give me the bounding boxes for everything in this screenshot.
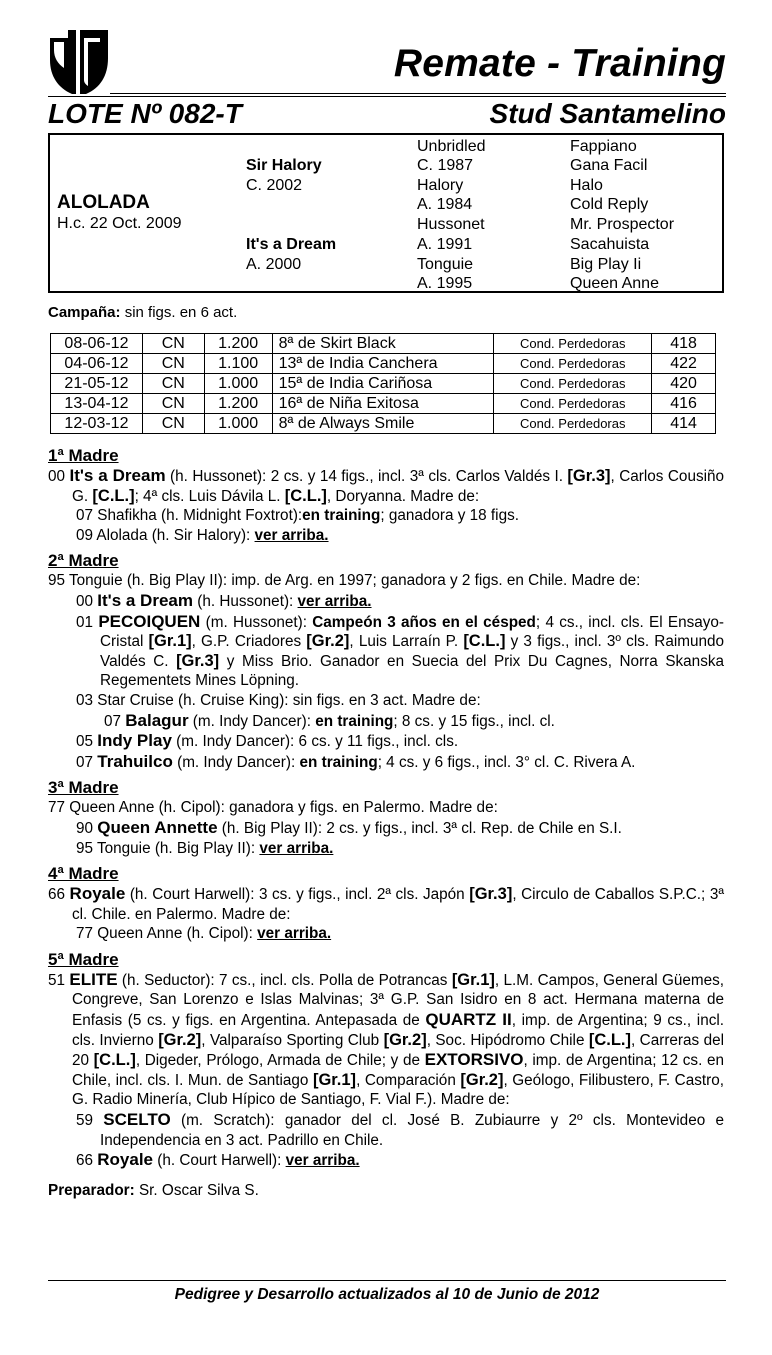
race-track-cell: CN [142,414,204,434]
race-num-cell: 416 [652,394,716,414]
gen4-name: Mr. Prospector [570,216,675,233]
race-result-cell: 13ª de India Canchera [272,354,494,374]
grade-badge: [C.L.] [92,486,135,505]
gen4-name: Sacahuista [570,236,650,253]
grade-badge: [Gr.3] [176,651,220,670]
gen4-name: Big Play Ii [570,256,642,273]
gen3-info: A. 1991 [417,236,473,253]
entry-text: , Luis Larraín P. [349,633,464,651]
grade-badge: [Gr.2] [306,632,350,651]
race-num-cell: 418 [652,334,716,354]
grade-badge: [C.L.] [588,1030,632,1049]
grade-badge: [Gr.3] [469,885,513,904]
see-above-link: ver arriba. [259,839,334,857]
entry-text: (h. Court Harwell): [153,1152,286,1170]
entry-text: 66 [48,886,70,904]
grade-badge: [C.L.] [93,1051,136,1070]
section-heading: 5ª Madre [48,949,119,969]
see-above-link: ver arriba. [285,1152,360,1170]
gen3-name: Halory [417,177,464,194]
race-result-cell: 15ª de India Cariñosa [272,374,494,394]
race-table [50,333,716,434]
race-date-cell: 04-06-12 [51,354,143,374]
entry-text: , G.P. Criadores [191,633,307,651]
trainer-label: Preparador: [48,1181,135,1199]
pedigree-entry [48,798,724,818]
entry-text: , imp. de Argentina; 12 cs. en Chile, incl. cls. I. Mun. de Santiago [72,1052,724,1089]
race-num-cell: 422 [652,354,716,374]
grade-badge: [Gr.2] [460,1070,504,1089]
header-rule-2 [48,96,726,97]
race-cond-cell: Cond. Perdedoras [494,394,652,414]
entry-text: , imp. de Argentina; 9 cs., incl. cls. Invierno [72,1012,725,1049]
pedigree-entry [48,591,724,612]
campaign-summary [48,304,237,321]
section-heading: 4ª Madre [48,864,119,884]
entry-text: , Comparación [356,1071,461,1089]
pedigree-box [48,133,724,293]
horse-name: Royale [97,1150,154,1170]
horse-name: QUARTZ II [425,1010,512,1030]
race-cond-cell: Cond. Perdedoras [494,334,652,354]
pedigree-entry [48,506,724,526]
pedigree-entry [48,1110,724,1150]
grade-badge: [Gr.2] [383,1030,427,1049]
sire-name: Sir Halory [246,157,322,174]
race-row [51,354,716,374]
pedigree-entry [48,466,724,506]
race-track-cell: CN [142,394,204,414]
gen4-name: Fappiano [570,138,637,155]
pedigree-entry [48,1150,724,1171]
entry-text: y Miss Brio. Ganador en Suecia del Prix Du Cagnes, Norra Skanska Regementets Mines Löpning. [100,652,724,690]
race-date-cell: 08-06-12 [51,334,143,354]
entry-text: 66 [76,1152,98,1170]
race-track-cell: CN [142,354,204,374]
pedigree-notes [48,446,724,1200]
entry-text: ; 8 cs. y 15 figs., incl. cl. [393,712,555,730]
entry-text: (m. Hussonet): [200,613,313,631]
horse-name: It's a Dream [97,590,193,610]
gen3-info: C. 1987 [417,157,474,174]
grade-badge: [Gr.1] [451,970,495,989]
race-dist-cell: 1.200 [204,334,272,354]
race-num-cell: 420 [652,374,716,394]
grade-badge: [Gr.1] [148,632,192,651]
entry-text: ; 4ª cls. Luis Dávila L. [134,487,285,505]
race-date-cell: 13-04-12 [51,394,143,414]
club-logo-icon [48,28,110,96]
race-row [51,334,716,354]
race-cond-cell: Cond. Perdedoras [494,374,652,394]
entry-text: ; 4 cs., incl. cls. El Ensayo-Cristal [100,613,725,651]
pedigree-entry [48,711,724,732]
grade-badge: [C.L.] [463,632,506,651]
race-dist-cell: 1.000 [204,414,272,434]
entry-text: 77 Queen Anne (h. Cipol): [76,925,258,943]
entry-text: , Soc. Hipódromo Chile [426,1031,589,1049]
section-heading: 2ª Madre [48,551,119,571]
race-cond-cell: Cond. Perdedoras [494,414,652,434]
entry-text: 07 Shafikha (h. Midnight Foxtrot): [76,507,303,525]
campaign-text: sin figs. en 6 act. [120,304,238,321]
entry-text: 05 [76,733,98,751]
entry-text: (h. Seductor): 7 cs., incl. cls. Polla de Potrancas [117,971,452,989]
entry-text: , Circulo de Caballos S.P.C.; 3ª cl. Chile. en Palermo. Madre de: [72,886,724,923]
entry-text: , Digeder, Prólogo, Armada de Chile; y de [135,1052,425,1070]
lot-number: LOTE Nº 082-T [48,98,242,129]
horse-name: SCELTO [103,1110,171,1130]
race-date-cell: 21-05-12 [51,374,143,394]
see-above-link: ver arriba. [297,592,372,610]
campaign-label: Campaña: [48,304,121,321]
horse-name: Queen Annette [97,817,218,837]
pedigree-entry [48,970,724,1110]
race-result-cell: 16ª de Niña Exitosa [272,394,494,414]
entry-text: y 3 figs., incl. 3º cls. Raimundo Valdés C. [100,633,725,670]
race-track-cell: CN [142,374,204,394]
gen4-name: Gana Facil [570,157,648,174]
gen3-name: Hussonet [417,216,485,233]
race-dist-cell: 1.200 [204,394,272,414]
horse-name: PECOIQUEN [98,611,201,631]
gen3-info: A. 1984 [417,196,473,213]
race-cond-cell: Cond. Perdedoras [494,354,652,374]
page-title: Remate - Training [393,42,726,85]
race-result-cell: 8ª de Skirt Black [272,334,494,354]
entry-text: 07 [104,712,126,730]
pedigree-entry [48,839,724,859]
entry-text: 51 [48,971,70,989]
grade-badge: [Gr.2] [158,1030,202,1049]
horse-info: H.c. 22 Oct. 2009 [57,215,182,232]
horse-name: Trahuilco [97,751,173,771]
entry-text: , Valparaíso Sporting Club [201,1031,384,1049]
entry-text: 03 Star Cruise (h. Cruise King): sin figs. en 3 act. Madre de: [76,691,481,709]
pedigree-entry [48,526,724,546]
entry-text: Campeón 3 años en el césped [312,613,536,631]
entry-text: (h. Hussonet): 2 cs. y 14 figs., incl. 3ª cls. Carlos Valdés I. [165,468,568,485]
entry-text: , Carlos Cousiño G. [72,468,725,505]
grade-badge: [Gr.1] [312,1070,357,1089]
entry-text: 00 [76,592,98,610]
gen4-name: Halo [570,177,603,194]
pedigree-entry [48,571,724,591]
gen3-name: Tonguie [417,256,474,273]
grade-badge: [Gr.3] [567,467,611,485]
race-row [51,414,716,434]
entry-text: (m. Indy Dancer): [172,753,300,771]
horse-name: Balagur [125,710,189,730]
header-rule [110,93,726,94]
see-above-link: ver arriba. [257,925,332,943]
gen3-info: A. 1995 [417,275,473,292]
pedigree-entry [48,691,724,711]
entry-text: ; ganadora y 18 figs. [380,507,519,525]
entry-text: en training [299,753,378,771]
trainer-name: Sr. Oscar Silva S. [134,1181,259,1199]
entry-text: 09 Alolada (h. Sir Halory): [76,526,255,544]
horse-name: EXTORSIVO [424,1050,524,1070]
entry-text: , Geólogo, Filibustero, F. Castro, G. Radio Minería, Club Hípico de Santiago, F. Vial F.). Madre de: [72,1071,724,1109]
pedigree-entry [48,612,724,691]
race-dist-cell: 1.100 [204,354,272,374]
gen3-name: Unbridled [417,138,486,155]
entry-text: (m. Scratch): ganador del cl. José B. Zubiaurre y 2º cls. Montevideo e Independencia en 3 act. Padrillo en Chile. [100,1112,724,1149]
horse-name: Indy Play [97,731,172,751]
entry-text: , Doryanna. Madre de: [326,487,480,505]
section-heading: 1ª Madre [48,446,119,465]
entry-text: , Carreras del 20 [72,1031,724,1070]
race-result-cell: 8ª de Always Smile [272,414,494,434]
entry-text: ; 4 cs. y 6 figs., incl. 3° cl. C. Rivera A. [377,753,636,771]
pedigree-entry [48,884,724,924]
trainer-line [48,1181,724,1201]
race-date-cell: 12-03-12 [51,414,143,434]
footer-rule [48,1280,726,1281]
entry-text: 07 [76,753,98,771]
entry-text: , L.M. Campos, General Güemes, Congreve, San Lorenzo e Islas Malvinas; 3ª G.P. San Isidro en 8 act. Hermana materna de Enfasis (5 cs. y figs. en Argentina. Antepasada de [72,971,725,1030]
stud-name: Stud Santamelino [489,98,726,129]
race-num-cell: 414 [652,414,716,434]
race-row [51,374,716,394]
entry-text: (h. Hussonet): [192,592,298,610]
pedigree-entry [48,924,724,944]
entry-text: 00 [48,468,70,485]
entry-text: 95 Tonguie (h. Big Play II): [76,839,260,857]
horse-name: ELITE [69,969,118,989]
entry-text: 90 [76,819,98,837]
race-dist-cell: 1.000 [204,374,272,394]
grade-badge: [C.L.] [284,486,327,505]
entry-text: (m. Indy Dancer): [188,712,316,730]
entry-text: 01 [76,613,99,631]
entry-text: (h. Big Play II): 2 cs. y figs., incl. 3ª cl. Rep. de Chile en S.I. [217,819,622,837]
race-track-cell: CN [142,334,204,354]
entry-text: (m. Indy Dancer): 6 cs. y 11 figs., incl. cls. [171,733,459,751]
dam-name: It's a Dream [246,236,337,253]
horse-name: ALOLADA [57,192,150,213]
entry-text: (h. Court Harwell): 3 cs. y figs., incl. 2ª cls. Japón [125,886,470,904]
pedigree-entry [48,752,724,773]
section-heading: 3ª Madre [48,778,119,798]
footer-note: Pedigree y Desarrollo actualizados al 10 de Junio de 2012 [174,1286,600,1303]
entry-text: en training [302,507,381,525]
horse-name: Royale [69,884,126,904]
entry-text: 59 [76,1112,104,1130]
entry-text: en training [315,712,394,730]
entry-text: 95 Tonguie (h. Big Play II): imp. de Arg. en 1997; ganadora y 2 figs. en Chile. Madre de: [48,572,641,590]
pedigree-entry [48,818,724,839]
pedigree-entry [48,731,724,752]
gen4-name: Queen Anne [570,275,659,292]
gen4-name: Cold Reply [570,196,649,213]
horse-name: It's a Dream [69,466,166,485]
dam-info: A. 2000 [246,256,302,273]
race-row [51,394,716,414]
see-above-link: ver arriba. [254,526,329,544]
entry-text: 77 Queen Anne (h. Cipol): ganadora y figs. en Palermo. Madre de: [48,799,498,817]
sire-info: C. 2002 [246,177,303,194]
